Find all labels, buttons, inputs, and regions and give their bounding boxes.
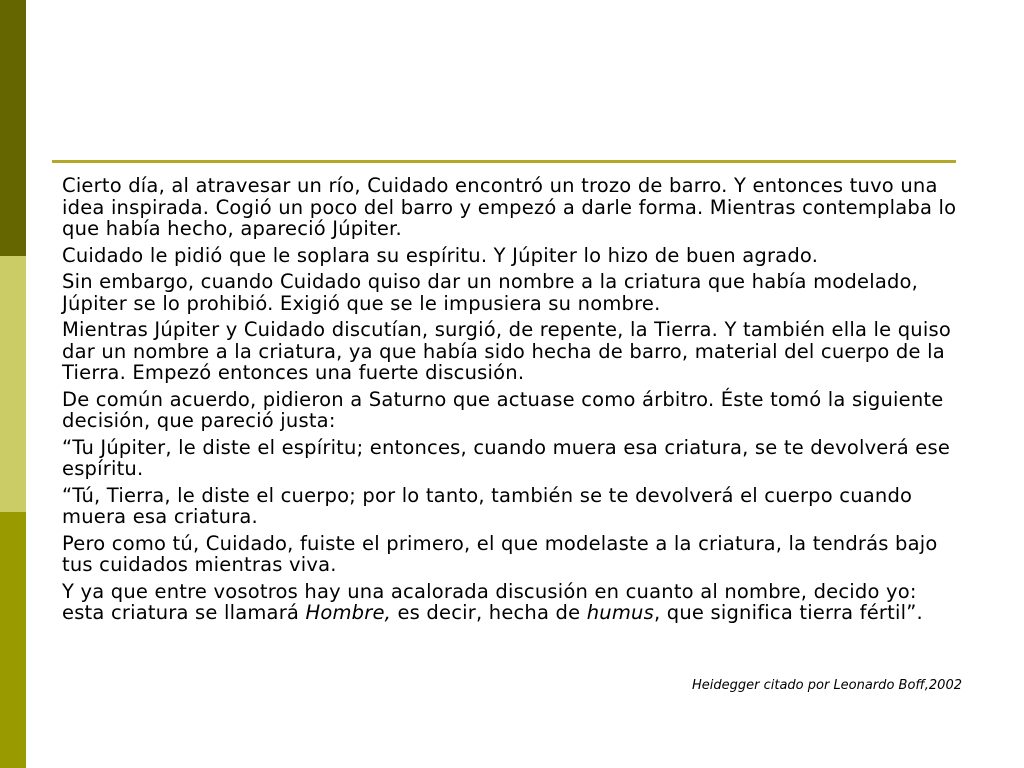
side-bar-top-segment xyxy=(0,0,26,256)
paragraph: De común acuerdo, pidieron a Saturno que actuase como árbitro. Éste tomó la siguiente decisión, que pareció justa: xyxy=(62,387,944,432)
side-bar-middle-segment xyxy=(0,256,26,512)
paragraph: Mientras Júpiter y Cuidado discutían, surgió, de repente, la Tierra. Y también ella le quiso dar un nombre a la criatura, ya que había sido hecha de barro, material del cuerpo de la Tierra. Empezó entonces una fuerte discusión. xyxy=(62,318,951,384)
story-text xyxy=(62,175,962,629)
italic-term-hombre: Hombre, xyxy=(305,601,392,624)
title-divider-rule xyxy=(52,160,956,163)
paragraph: Pero como tú, Cuidado, fuiste el primero, el que modelaste a la criatura, la tendrás bajo tus cuidados mientras viva. xyxy=(62,531,938,576)
side-bar-bottom-segment xyxy=(0,512,26,768)
paragraph: Cierto día, al atravesar un río, Cuidado encontró un trozo de barro. Y entonces tuvo una idea inspirada. Cogió un poco del barro y empezó a darle forma. Mientras contemplaba lo que había hecho, apareció Júpiter. xyxy=(62,174,957,240)
paragraph: “Tu Júpiter, le diste el espíritu; entonces, cuando muera esa criatura, se te devolverá ese espíritu. xyxy=(62,435,951,480)
italic-term-humus: humus xyxy=(586,601,654,624)
paragraph: Sin embargo, cuando Cuidado quiso dar un nombre a la criatura que había modelado, Júpiter se lo prohibió. Exigió que se le impusiera su nombre. xyxy=(62,270,919,315)
side-accent-bar xyxy=(0,0,26,768)
citation: Heidegger citado por Leonardo Boff,2002 xyxy=(691,678,962,693)
paragraph: Y ya que entre vosotros hay una acalorada discusión en cuanto al nombre, decido yo: esta criatura se llamará Hombre, es decir, hecha de humus, que significa tierra fértil”. xyxy=(62,579,923,624)
paragraph: Cuidado le pidió que le soplara su espíritu. Y Júpiter lo hizo de buen agrado. xyxy=(62,243,819,267)
paragraph: “Tú, Tierra, le diste el cuerpo; por lo tanto, también se te devolverá el cuerpo cuando muera esa criatura. xyxy=(62,483,913,528)
